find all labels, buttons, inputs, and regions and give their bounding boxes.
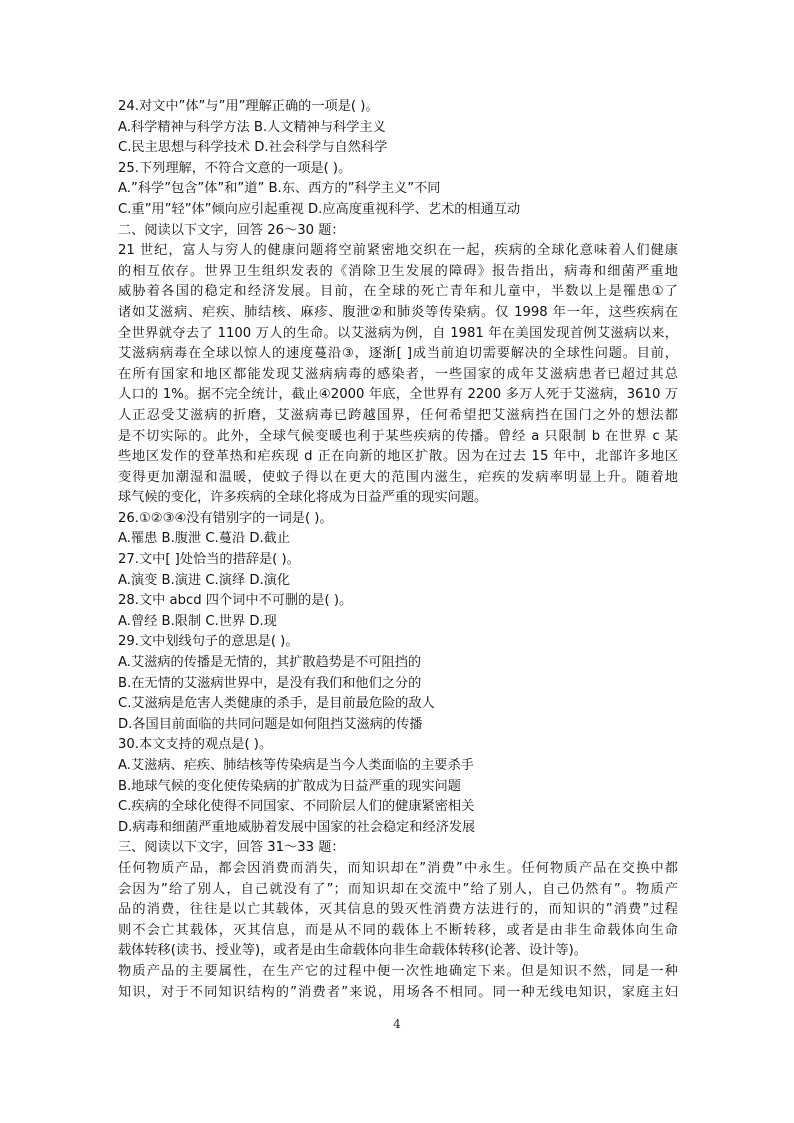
answer-options: C.民主思想与科学技术 D.社会科学与自然科学 <box>118 140 388 156</box>
answer-options: C.重”用”轻”体”倾向应引起重视 D.应高度重视科学、艺术的相通互动 <box>118 201 521 217</box>
answer-options: B.地球气候的变化使传染病的扩散成为日益严重的现实问题 <box>118 778 461 794</box>
question-stem: 25.下列理解，不符合文意的一项是( )。 <box>118 160 352 176</box>
paragraph-line: 威胁着各国的稳定和经济发展。目前，在全球的死亡青年和儿童中，半数以上是罹患①了 <box>118 284 678 300</box>
paragraph-line: 则不会亡其载体，灭其信息，而是从不同的载体上不断转移，或者是由非生命载体向生命 <box>118 922 678 938</box>
paragraph-line: 在所有国家和地区都能发现艾滋病病毒的感染者，一些国家的成年艾滋病患者已超过其总 <box>118 366 678 382</box>
paragraph-line: 的相互依存。世界卫生组织发表的《消除卫生发展的障碍》报告指出，病毒和细菌严重地 <box>118 263 678 279</box>
answer-options: D.病毒和细菌严重地威胁着发展中国家的社会稳定和经济发展 <box>118 819 476 835</box>
answer-options: C.疾病的全球化使得不同国家、不同阶层人们的健康紧密相关 <box>118 799 475 815</box>
paragraph-line: 球气候的变化，许多疾病的全球化将成为日益严重的现实问题。 <box>118 490 488 506</box>
paragraph-line: 知识，对于不同知识结构的”消费者”来说，用场各不相同。同一种无线电知识，家庭主妇 <box>118 984 678 1000</box>
paragraph-line: 诸如艾滋病、疟疾、肺结核、麻疹、腹泄②和肺炎等传染病。仅 1998 年一年，这些疾病在 <box>118 304 678 320</box>
paragraph-line: 载体转移(读书、授业等)，或者是由生命载体向非生命载体转移(论著、设计等)。 <box>118 943 587 959</box>
answer-options: A.曾经 B.限制 C.世界 D.现 <box>118 613 277 629</box>
question-stem: 26.①②③④没有错别字的一词是( )。 <box>118 510 333 526</box>
paragraph-line: 艾滋病病毒在全球以惊人的速度蔓沿③，逐渐[ ]成当前迫切需要解决的全球性问题。目前， <box>118 346 678 362</box>
paragraph-line: 任何物质产品，都会因消费而消失，而知识却在”消费”中永生。任何物质产品在交换中都 <box>118 860 678 876</box>
answer-options: A.科学精神与科学方法 B.人文精神与科学主义 <box>118 119 386 135</box>
paragraph-line: 21 世纪，富人与穷人的健康问题将空前紧密地交织在一起，疾病的全球化意味着人们健康 <box>118 243 678 259</box>
paragraph-line: 全世界就夺去了 1100 万人的生命。以艾滋病为例，自 1981 年在美国发现首例艾滋病以来， <box>118 325 678 341</box>
answer-options: A.艾滋病、疟疾、肺结核等传染病是当今人类面临的主要杀手 <box>118 758 474 773</box>
paragraph-line: 品的消费，往往是以亡其载体，灭其信息的毁灭性消费方法进行的，而知识的”消费”过程 <box>118 902 678 918</box>
paragraph-line: 是不切实际的。此外，全球气候变暖也利于某些疾病的传播。曾经 a 只限制 b 在世界 c 某 <box>118 428 678 444</box>
question-stem: 24.对文中”体”与”用”理解正确的一项是( )。 <box>118 99 379 114</box>
section-heading: 三、阅读以下文字，回答 31～33 题： <box>118 840 345 856</box>
answer-options: A.艾滋病的传播是无情的，其扩散趋势是不可阻挡的 <box>118 655 422 671</box>
answer-options: A.罹患 B.腹泄 C.蔓沿 D.截止 <box>118 531 291 547</box>
answer-options: C.艾滋病是危害人类健康的杀手，是目前最危险的敌人 <box>118 696 435 712</box>
paragraph-line: 人口的 1%。据不完全统计，截止④2000 年底，全世界有 2200 多万人死于艾滋病，3610 万 <box>118 387 678 403</box>
section-heading: 二、阅读以下文字，回答 26～30 题： <box>118 222 345 238</box>
question-stem: 30.本文支持的观点是( )。 <box>118 737 273 753</box>
answer-options: B.在无情的艾滋病世界中，是没有我们和他们之分的 <box>118 675 422 691</box>
paragraph-line: 变得更加潮湿和温暖，使蚊子得以在更大的范围内滋生，疟疾的发病率明显上升。随着地 <box>118 469 678 485</box>
paragraph-line: 些地区发作的登革热和疟疾现 d 正在向新的地区扩散。因为在过去 15 年中，北部许多地区 <box>118 449 678 465</box>
document-body <box>118 97 678 1003</box>
answer-options: D.各国目前面临的共同问题是如何阻挡艾滋病的传播 <box>118 716 423 732</box>
question-stem: 29.文中划线句子的意思是( )。 <box>118 634 299 650</box>
answer-options: A.”科学”包含”体”和”道” B.东、西方的”科学主义”不同 <box>118 181 441 197</box>
page-number: 4 <box>393 1017 401 1031</box>
paragraph-line: 人正忍受艾滋病的折磨，艾滋病毒已跨越国界，任何希望把艾滋病挡在国门之外的想法都 <box>118 407 678 423</box>
question-stem: 28.文中 abcd 四个词中不可删的是( )。 <box>118 593 353 609</box>
paragraph-line: 会因为”给了别人，自己就没有了”；而知识却在交流中”给了别人，自己仍然有”。物质产 <box>118 881 678 897</box>
question-stem: 27.文中[ ]处恰当的措辞是( )。 <box>118 552 300 568</box>
answer-options: A.演变 B.演进 C.演绎 D.演化 <box>118 572 291 588</box>
paragraph-line: 物质产品的主要属性，在生产它的过程中便一次性地确定下来。但是知识不然，同是一种 <box>118 963 678 979</box>
